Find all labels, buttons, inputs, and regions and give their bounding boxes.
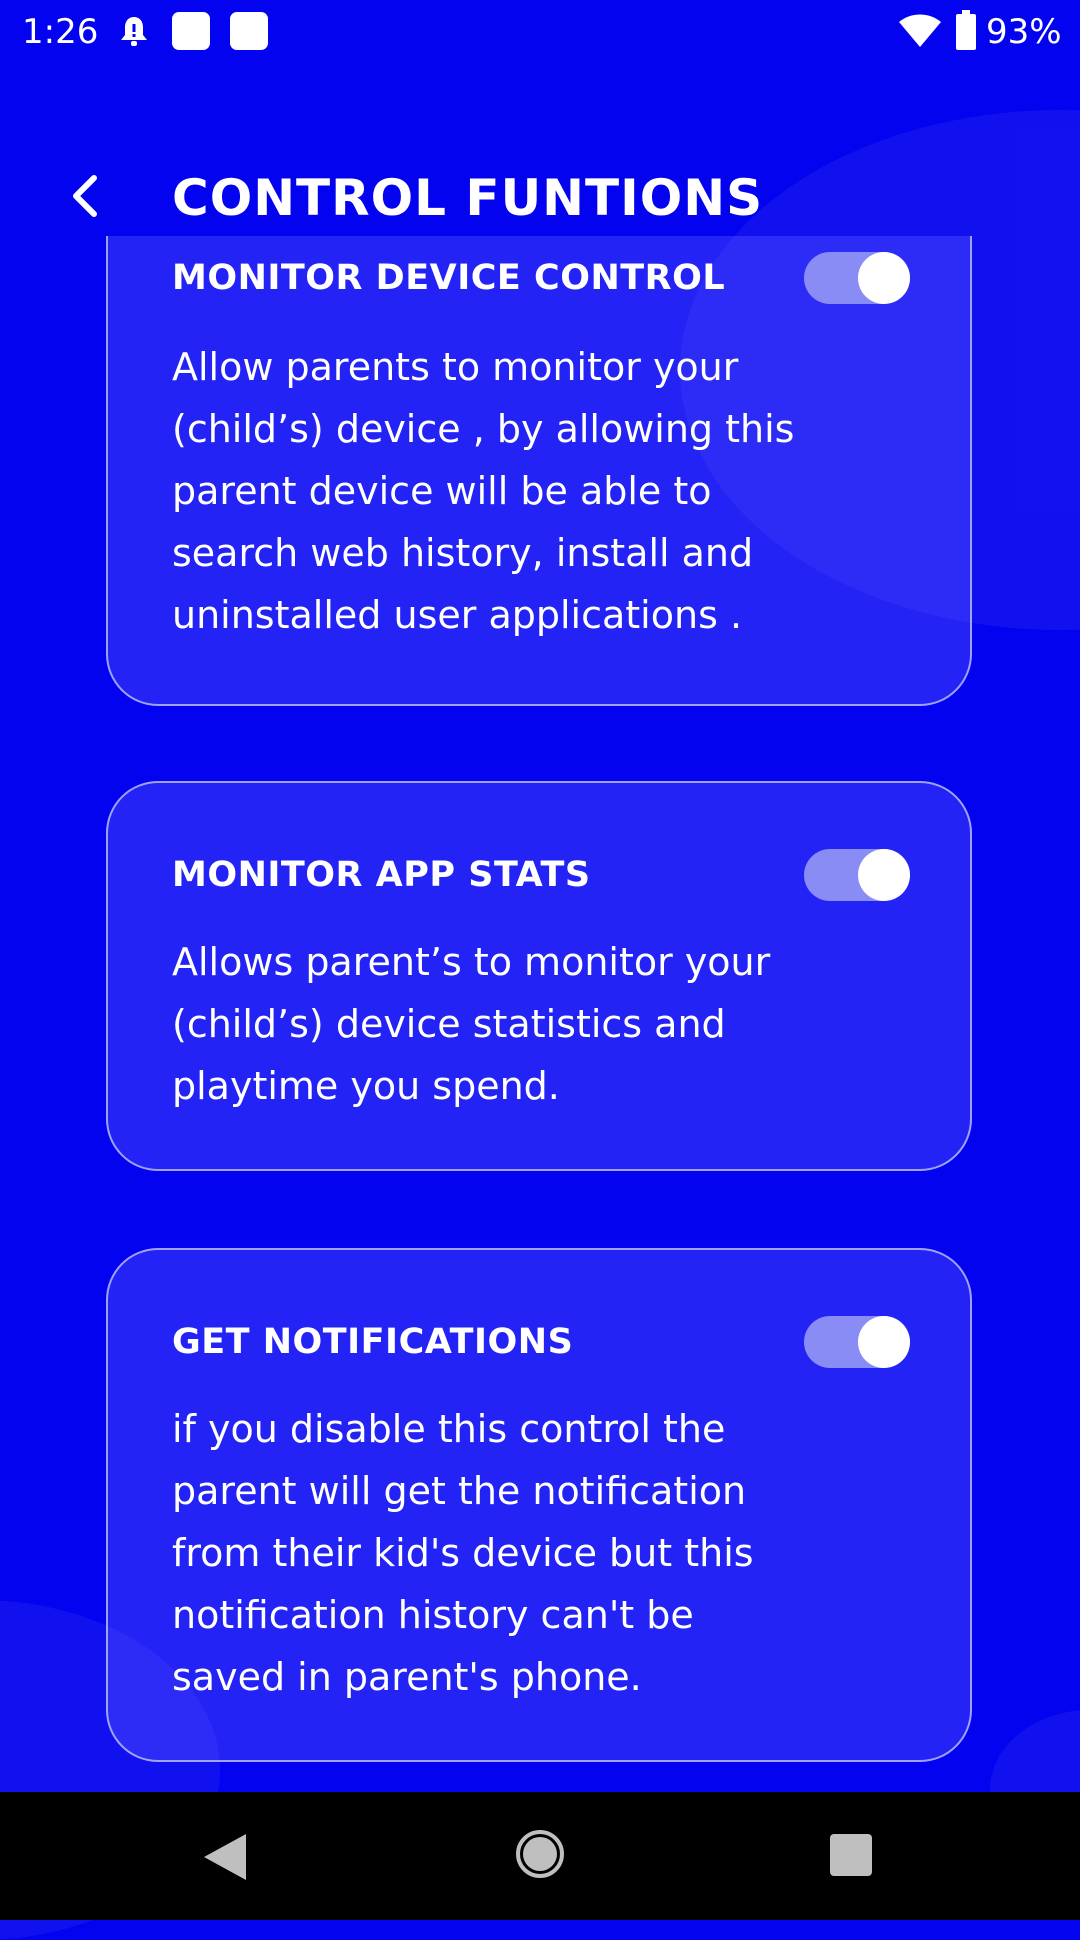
battery-icon	[956, 10, 976, 50]
chevron-left-icon	[76, 178, 94, 214]
card-title: MONITOR APP STATS	[172, 855, 591, 895]
battery-percentage: 93%	[986, 12, 1062, 52]
card-title: GET NOTIFICATIONS	[172, 1322, 574, 1362]
nav-back-button[interactable]	[202, 1832, 248, 1882]
card-title: MONITOR DEVICE CONTROL	[172, 258, 726, 298]
wifi-icon	[898, 14, 942, 48]
status-bar	[0, 0, 1080, 64]
monitor-device-toggle[interactable]	[804, 252, 910, 304]
toggle-knob	[858, 1316, 910, 1368]
status-time: 1:26	[22, 12, 99, 52]
nav-home-icon	[518, 1832, 562, 1876]
page-title: CONTROL FUNTIONS	[172, 169, 764, 227]
card-description: Allow parents to monitor your (child’s) device , by allowing this parent device will be able to search web history, install and uninstalled user applications .	[172, 345, 795, 637]
settings-list[interactable]	[0, 236, 1080, 1792]
header	[0, 150, 1080, 240]
notifications-toggle[interactable]	[804, 1316, 910, 1368]
app-square-icon	[230, 12, 268, 50]
notification-bell-icon	[118, 14, 150, 48]
card-description: Allows parent’s to monitor your (child’s) device statistics and playtime you spend.	[172, 940, 771, 1108]
navigation-bar	[0, 1792, 1080, 1920]
back-button[interactable]	[60, 170, 112, 222]
nav-back-icon	[204, 1834, 246, 1880]
card-description: if you disable this control the parent will get the notification from their kid's device but this notification history can't be saved in parent's phone.	[172, 1407, 754, 1699]
control-card-notifications	[106, 1248, 972, 1762]
app-stats-toggle[interactable]	[804, 849, 910, 901]
toggle-knob	[858, 252, 910, 304]
app-square-icon	[172, 12, 210, 50]
nav-recents-button[interactable]	[830, 1834, 872, 1876]
toggle-knob	[858, 849, 910, 901]
control-card-monitor-device	[106, 236, 972, 706]
nav-home-button[interactable]	[514, 1828, 566, 1880]
control-card-app-stats	[106, 781, 972, 1171]
